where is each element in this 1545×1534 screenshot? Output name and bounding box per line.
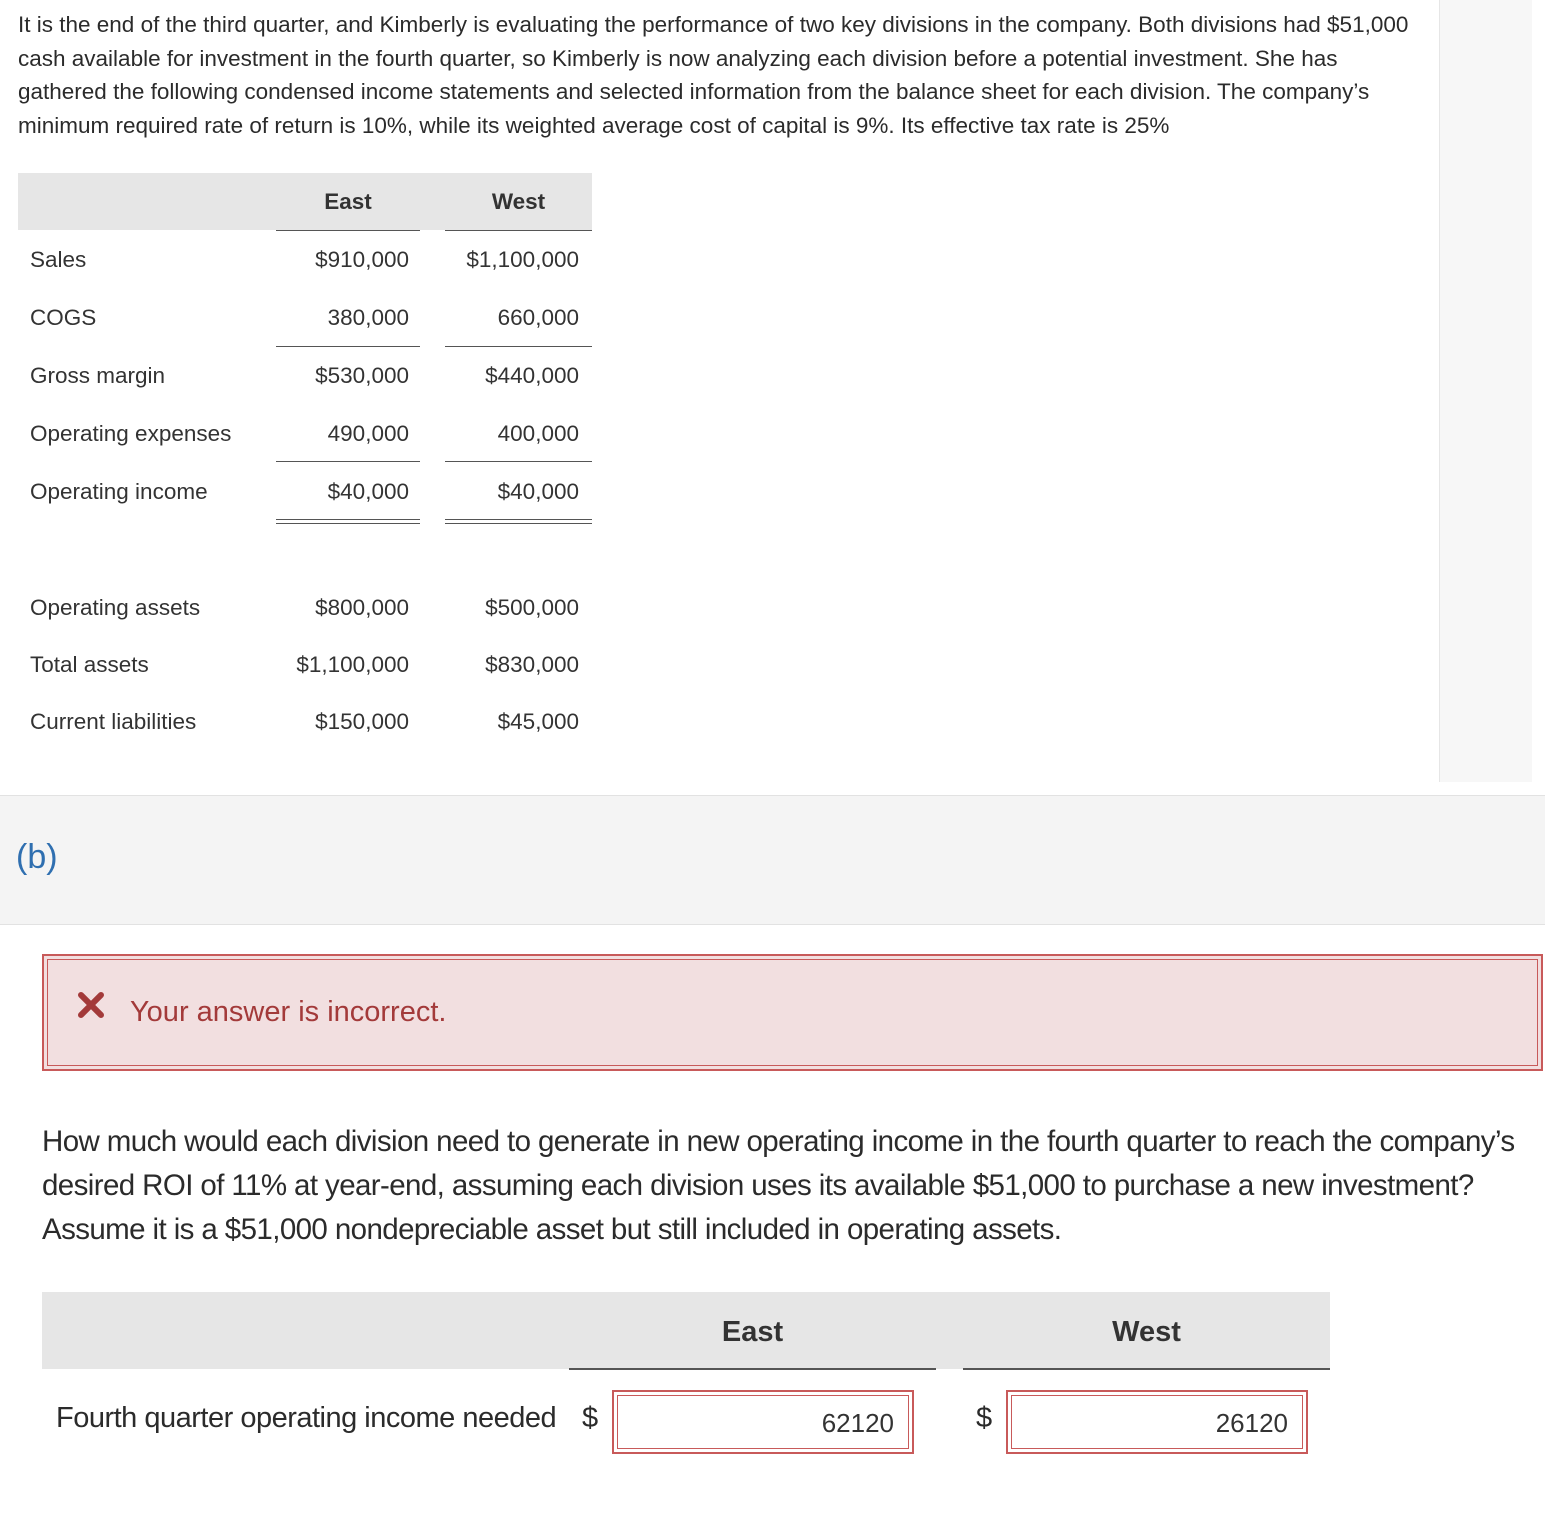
column-header-east: East — [324, 189, 372, 214]
cogs-west: 660,000 — [497, 305, 579, 330]
row-label-gross-margin: Gross margin — [30, 363, 166, 388]
operating-income-east: $40,000 — [327, 479, 409, 504]
gross-margin-west: $440,000 — [485, 363, 579, 388]
row-label-cogs: COGS — [30, 305, 97, 330]
sales-west: $1,100,000 — [466, 247, 579, 272]
operating-expenses-east: 490,000 — [327, 421, 409, 446]
answer-row-label: Fourth quarter operating income needed — [56, 1402, 557, 1434]
current-liabilities-east: $150,000 — [315, 709, 409, 734]
row-label-sales: Sales — [30, 247, 87, 272]
subtotal-line-west — [445, 346, 592, 347]
part-header-band — [0, 795, 1545, 925]
sales-east: $910,000 — [315, 247, 409, 272]
operating-income-west: $40,000 — [497, 479, 579, 504]
incorrect-answer-alert — [42, 954, 1543, 1071]
total-assets-west: $830,000 — [485, 652, 579, 677]
subtotal-line-west-2 — [445, 461, 592, 462]
answer-column-header-west: West — [1112, 1316, 1181, 1348]
total-assets-east: $1,100,000 — [296, 652, 409, 677]
cogs-east: 380,000 — [327, 305, 409, 330]
operating-expenses-west: 400,000 — [497, 421, 579, 446]
scroll-gutter — [1439, 0, 1532, 782]
subtotal-line-east — [276, 346, 420, 347]
alert-message: Your answer is incorrect. — [130, 996, 447, 1028]
header-underline-west — [445, 230, 592, 231]
answer-header-underline-east — [569, 1368, 936, 1370]
subtotal-line-east-2 — [276, 461, 420, 462]
operating-assets-west: $500,000 — [485, 595, 579, 620]
total-double-line-west — [445, 519, 592, 524]
answer-header-underline-west — [963, 1368, 1330, 1370]
gross-margin-east: $530,000 — [315, 363, 409, 388]
west-answer-input[interactable] — [1006, 1390, 1308, 1454]
problem-statement: It is the end of the third quarter, and Kimberly is evaluating the performance of two key divisions in the company. Both divisions had $51,000 cash available for investment in the fourth quarter, so Kimberly is now analyzing each division before a potential investment. She has gathered the following condensed income statements and selected information from the balance sheet for each division. The company’s minimum required rate of return is 10%, while its weighted average cost of capital is 9%. Its effective tax rate is 25% — [18, 12, 1409, 138]
east-answer-value[interactable]: 62120 — [617, 1395, 909, 1449]
west-answer-value[interactable]: 26120 — [1011, 1395, 1303, 1449]
operating-assets-east: $800,000 — [315, 595, 409, 620]
header-underline-east — [276, 230, 420, 231]
part-label: (b) — [16, 838, 58, 876]
currency-symbol-west: $ — [976, 1402, 993, 1434]
currency-symbol-east: $ — [582, 1402, 599, 1434]
x-icon — [76, 990, 106, 1020]
answer-column-header-east: East — [721, 1316, 784, 1348]
east-answer-input[interactable] — [612, 1390, 914, 1454]
total-double-line-east — [276, 519, 420, 524]
question-text: How much would each division need to generate in new operating income in the fourth quarter to reach the company’s desired ROI of 11% at year-end, assuming each division uses its available $51,000 to purchase a new investment? Assume it is a $51,000 nondepreciable asset but still included in operating assets. — [42, 1125, 1515, 1246]
row-label-operating-assets: Operating assets — [30, 595, 201, 620]
row-label-total-assets: Total assets — [30, 652, 149, 677]
current-liabilities-west: $45,000 — [497, 709, 579, 734]
column-header-west: West — [491, 189, 546, 214]
row-label-current-liabilities: Current liabilities — [30, 709, 197, 734]
row-label-operating-expenses: Operating expenses — [30, 421, 232, 446]
row-label-operating-income: Operating income — [30, 479, 208, 504]
